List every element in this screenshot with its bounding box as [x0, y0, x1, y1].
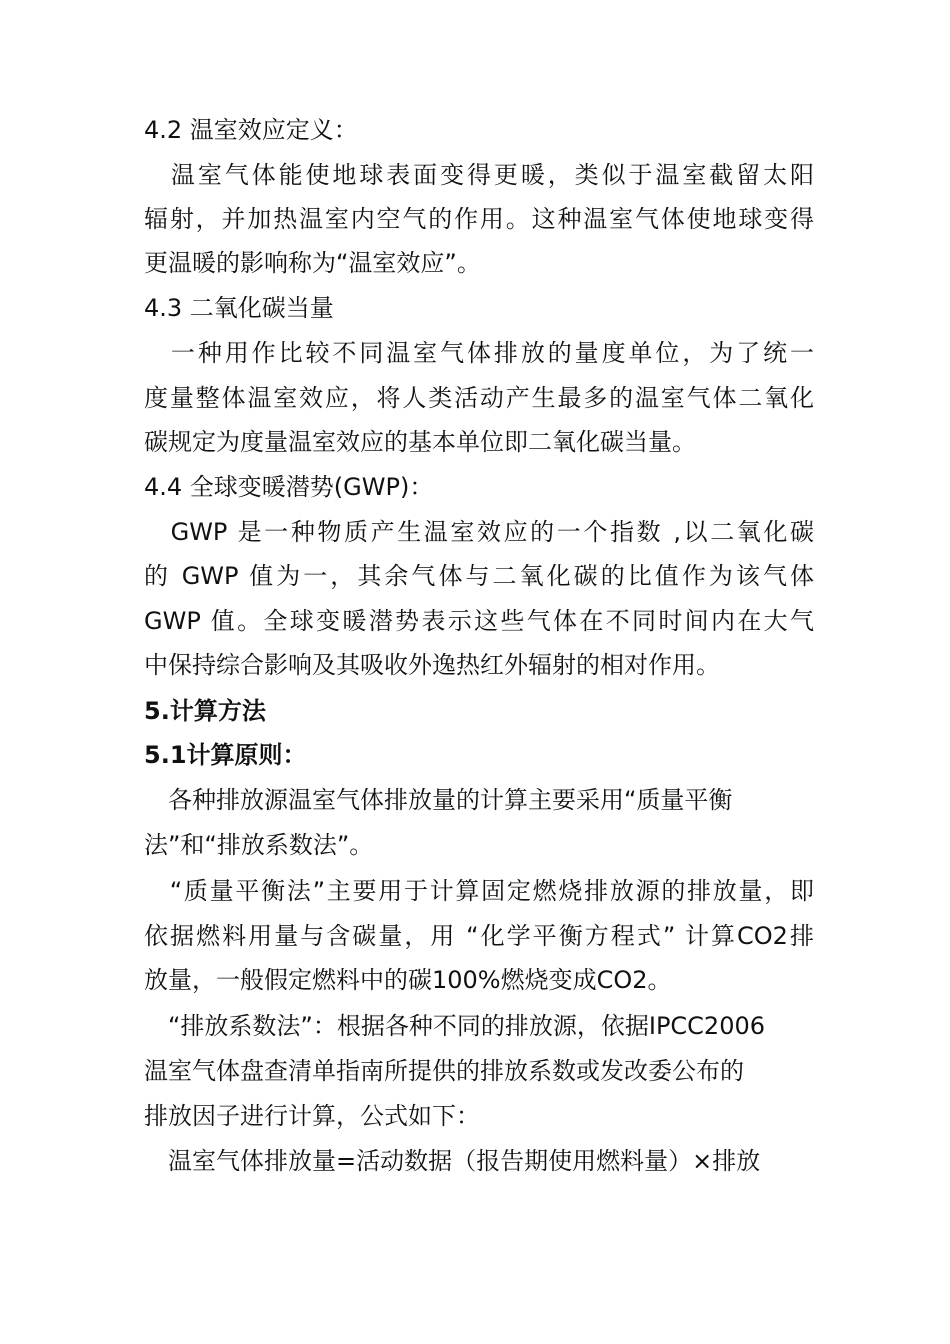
paragraph-line: 碳规定为度量温室效应的基本单位即二氧化碳当量。 [144, 428, 696, 456]
paragraph-line: 的 GWP 值为一，其余气体与二氧化碳的比值作为该气体 [144, 562, 814, 590]
paragraph-line: GWP 值。全球变暖潜势表示这些气体在不同时间内在大气 [144, 607, 814, 635]
paragraph-line: 排放因子进行计算，公式如下： [144, 1102, 480, 1130]
paragraph-line: “排放系数法”：根据各种不同的排放源，依据IPCC2006 [144, 1012, 766, 1040]
paragraph-line: 温室气体盘查清单指南所提供的排放系数或发改委公布的 [144, 1057, 744, 1085]
paragraph-line: 度量整体温室效应，将人类活动产生最多的温室气体二氧化 [144, 384, 814, 412]
paragraph-line: 依据燃料用量与含碳量，用 “化学平衡方程式” 计算CO2排 [144, 922, 814, 950]
heading-4-2: 4.2 温室效应定义： [144, 116, 358, 144]
paragraph-line: 放量，一般假定燃料中的碳100%燃烧变成CO2。 [144, 966, 672, 994]
paragraph-line: “质量平衡法”主要用于计算固定燃烧排放源的排放量，即 [144, 877, 814, 905]
paragraph-line: GWP 是一种物质产生温室效应的一个指数 ,以二氧化碳 [144, 518, 814, 546]
paragraph-line: 温室气体能使地球表面变得更暖，类似于温室截留太阳 [144, 161, 814, 189]
heading-4-4: 4.4 全球变暖潜势(GWP)： [144, 473, 434, 501]
heading-5-1: 5.1计算原则： [144, 741, 307, 769]
paragraph-line: 中保持综合影响及其吸收外逸热红外辐射的相对作用。 [144, 651, 720, 679]
paragraph-line: 各种排放源温室气体排放量的计算主要采用“质量平衡 [144, 786, 733, 814]
paragraph-line: 更温暖的影响称为“温室效应”。 [144, 249, 481, 277]
heading-4-3: 4.3 二氧化碳当量 [144, 294, 334, 322]
paragraph-line: 温室气体排放量=活动数据（报告期使用燃料量）×排放 [144, 1147, 761, 1175]
paragraph-line: 法”和“排放系数法”。 [144, 831, 374, 859]
paragraph-line: 辐射，并加热温室内空气的作用。这种温室气体使地球变得 [144, 205, 814, 233]
paragraph-line: 一种用作比较不同温室气体排放的量度单位，为了统一 [144, 339, 814, 367]
heading-5: 5.计算方法 [144, 697, 266, 725]
